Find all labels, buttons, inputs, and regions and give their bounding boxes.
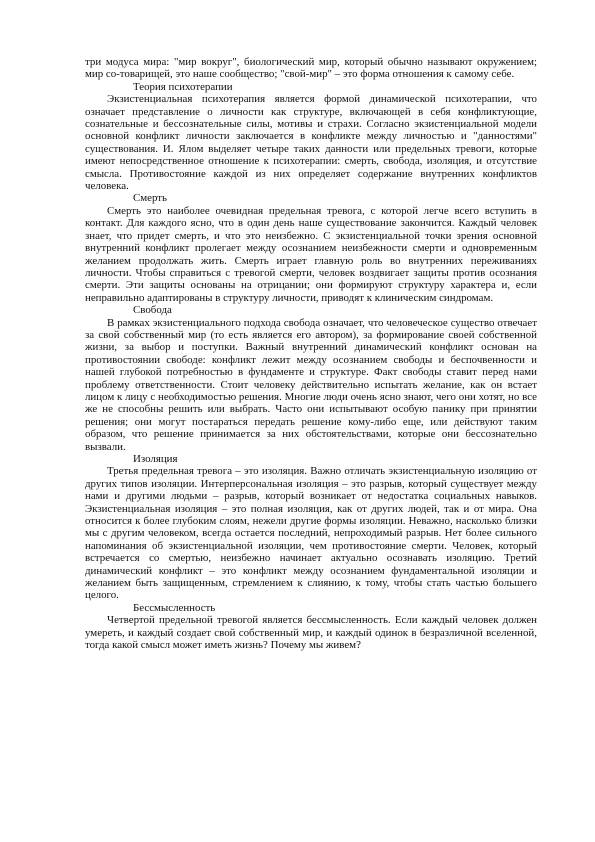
section-heading-freedom: Свобода (133, 304, 172, 317)
freedom-paragraph: В рамках экзистенциального подхода свобода означает, что человеческое существо отвечает за свой собственный мир (то есть является его автором), за формирование своей собственной жизни, за выбор и поступки. Важный внутренний динамический конфликт основан на противостоянии свободе: конфликт лежит между осознанием свободы и беспочвенности и нашей глубокой потребностью в фундаменте и структуре. Факт свободы ставит перед нами проблему ответственности. Стоит человеку действительно испытать желание, как он встает лицом к лицу с необходимостью решения. Многие люди очень ясно знают, чего они хотят, но все же не способны решить или выбрать. Часто они испытывают особую панику при принятии решения; они могут постараться передать решение кому-либо еще, или действуют таким образом, что решение принимается за них обстоятельствами, которые они бессознательно вызвали. (85, 316, 537, 453)
section-heading-death: Смерть (133, 192, 168, 205)
section-heading-theory: Теория психотерапии (133, 80, 233, 93)
theory-paragraph: Экзистенциальная психотерапия является формой динамической психотерапии, что означает представление о личности как структуре, включающей в себя конфликтующие, сознательные и бессознательные силы, мотивы и страхи. Согласно экзистенциальной модели основной конфликт личности заключается в конфликте между личностью и "данностями" существования. И. Ялом выделяет четыре таких данности или предельных тревоги, которые имеют непосредственное отношение к психотерапии: смерть, свобода, изоляция, и отсутствие смысла. Противостояние каждой из них определяет содержание внутренних конфликтов человека. (85, 93, 537, 193)
meaninglessness-paragraph: Четвертой предельной тревогой является бессмысленность. Если каждый человек должен умереть, и каждый создает свой собственный мир, и каждый одинок в безразличной вселенной, тогда какой смысл может иметь жизнь? Почему мы живем? (85, 614, 537, 652)
intro-paragraph: три модуса мира: "мир вокруг", биологический мир, который обычно называют окружением; мир со-товарищей, это наше сообщество; "свой-мир" – это форма отношения к самому себе. (85, 56, 537, 81)
isolation-paragraph: Третья предельная тревога – это изоляция. Важно отличать экзистенциальную изоляцию от других типов изоляции. Интерперсональная изоляция – это разрыв, который существует между нами и другими людьми – разрыв, который возникает от недостатка социальных навыков. Экзистенциальная изоляция – это полная изоляция, как от других людей, так и от мира. Она относится к более глубоким слоям, нежели другие формы изоляции. Неважно, насколько близки мы с другим человеком, всегда остается последний, непроходимый разрыв. Нет более сильного напоминания об экзистенциальной изоляции, чем противостояние смерти. Человек, который встречается со смертью, неизбежно начинает актуально осознавать изоляцию. Третий динамический конфликт – это конфликт между осознанием фундаментальной изоляции и желанием быть защищенным, стремлением к слиянию, к тому, чтобы стать частью большего целого. (85, 465, 537, 602)
death-paragraph: Смерть это наиболее очевидная предельная тревога, с которой легче всего вступить в контакт. Для каждого ясно, что в один день наше существование закончится. Каждый человек знает, что придет смерть, и что это неизбежно. С экзистенциальной точки зрения основной внутренний конфликт пролегает между осознанием неизбежности смерти и одновременным желанием продолжать жить. Смерть играет главную роль во внутренних переживаниях личности. Чтобы справиться с тревогой смерти, человек воздвигает защиты против осознания смерти. Эти защиты основаны на отрицании; они формируют структуру характера и, если неправильно адаптированы в структуру личности, приводят к клиническим синдромам. (85, 204, 537, 304)
section-heading-isolation: Изоляция (133, 453, 178, 465)
section-heading-meaninglessness: Бессмысленность (133, 601, 216, 614)
